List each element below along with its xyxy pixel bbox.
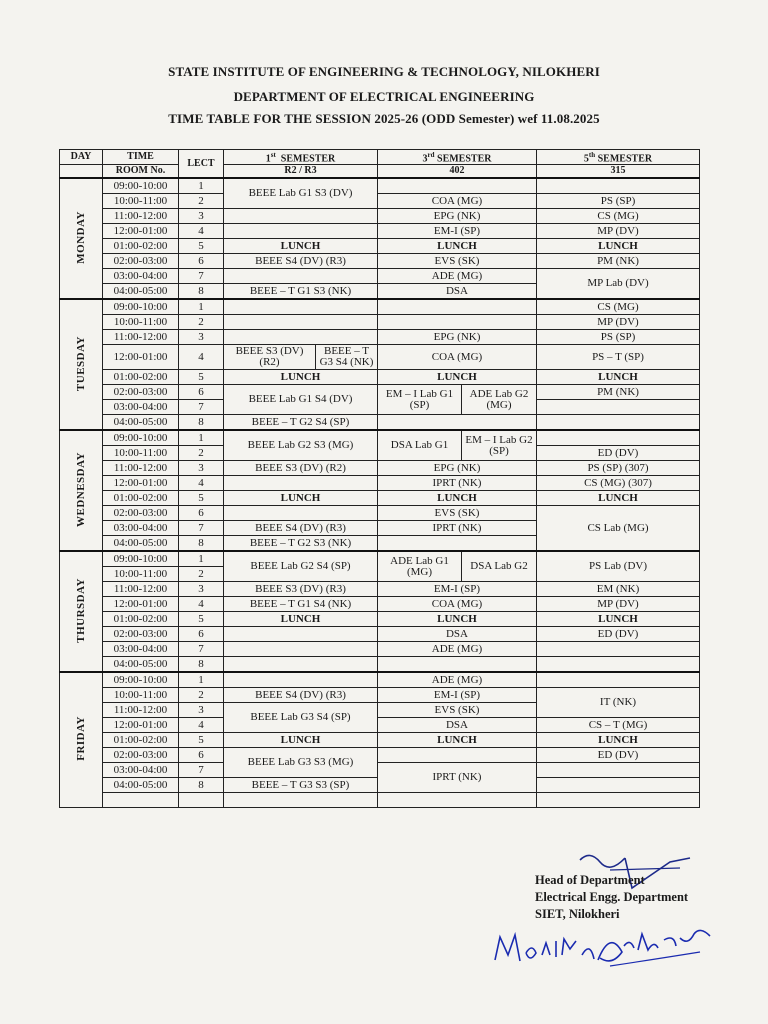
time-cell: 10:00-11:00 bbox=[103, 688, 179, 703]
lect-cell: 8 bbox=[179, 536, 224, 552]
wed-s3-l3: EPG (NK) bbox=[378, 461, 537, 476]
tue-s1-l4b: BEEE – T G3 S4 (NK) bbox=[316, 345, 378, 370]
thu-s1-l3: BEEE S3 (DV) (R3) bbox=[224, 582, 378, 597]
room-sem5: 315 bbox=[537, 165, 700, 179]
session-title: TIME TABLE FOR THE SESSION 2025-26 (ODD Semester) wef 11.08.2025 bbox=[168, 111, 600, 126]
lect-cell: 1 bbox=[179, 430, 224, 446]
institute-title: STATE INSTITUTE OF ENGINEERING & TECHNOLOGY, NILOKHERI bbox=[168, 64, 600, 79]
tue-s3-l4: COA (MG) bbox=[378, 345, 537, 370]
time-cell: 03:00-04:00 bbox=[103, 642, 179, 657]
lect-cell: 3 bbox=[179, 703, 224, 718]
time-cell: 01:00-02:00 bbox=[103, 370, 179, 385]
lunch-cell: LUNCH bbox=[378, 612, 537, 627]
thu-s3-l7: ADE (MG) bbox=[378, 642, 537, 657]
lect-cell: 3 bbox=[179, 461, 224, 476]
wed-s1-lab: BEEE Lab G2 S3 (MG) bbox=[224, 430, 378, 461]
lect-cell: 3 bbox=[179, 582, 224, 597]
col-room-header: ROOM No. bbox=[103, 165, 179, 179]
mon-s3-l6: EVS (SK) bbox=[378, 254, 537, 269]
thu-s1-lab: BEEE Lab G2 S4 (SP) bbox=[224, 551, 378, 582]
tue-s5-l6: PM (NK) bbox=[537, 385, 700, 400]
lect-cell: 6 bbox=[179, 627, 224, 642]
fri-s5-l4: CS – T (MG) bbox=[537, 718, 700, 733]
tue-s5-l3: PS (SP) bbox=[537, 330, 700, 345]
tue-s1-lab: BEEE Lab G1 S4 (DV) bbox=[224, 385, 378, 415]
lunch-cell: LUNCH bbox=[378, 491, 537, 506]
time-cell: 03:00-04:00 bbox=[103, 763, 179, 778]
time-cell: 12:00-01:00 bbox=[103, 345, 179, 370]
time-cell: 09:00-10:00 bbox=[103, 672, 179, 688]
lunch-cell: LUNCH bbox=[224, 491, 378, 506]
timetable bbox=[59, 149, 700, 808]
lunch-cell: LUNCH bbox=[537, 733, 700, 748]
lect-cell: 2 bbox=[179, 446, 224, 461]
signature-title: Head of Department bbox=[535, 873, 645, 887]
mon-s5-l2: PS (SP) bbox=[537, 194, 700, 209]
day-wednesday: WEDNESDAY bbox=[74, 451, 87, 527]
time-cell: 09:00-10:00 bbox=[103, 430, 179, 446]
lect-cell: 5 bbox=[179, 491, 224, 506]
mon-s3-l3: EPG (NK) bbox=[378, 209, 537, 224]
time-cell: 02:00-03:00 bbox=[103, 506, 179, 521]
fri-s3-l4: DSA bbox=[378, 718, 537, 733]
tue-s5-l4: PS – T (SP) bbox=[537, 345, 700, 370]
time-cell: 11:00-12:00 bbox=[103, 330, 179, 345]
tue-s5-l2: MP (DV) bbox=[537, 315, 700, 330]
time-cell: 12:00-01:00 bbox=[103, 597, 179, 612]
lect-cell: 4 bbox=[179, 597, 224, 612]
time-cell: 01:00-02:00 bbox=[103, 239, 179, 254]
room-sem1: R2 / R3 bbox=[224, 165, 378, 179]
lect-cell: 7 bbox=[179, 642, 224, 657]
thu-s3-labb: DSA Lab G2 bbox=[462, 551, 537, 582]
lect-cell: 1 bbox=[179, 672, 224, 688]
col-lect-header: LECT bbox=[179, 150, 224, 179]
lunch-cell: LUNCH bbox=[224, 370, 378, 385]
fri-s1-lab1: BEEE Lab G3 S4 (SP) bbox=[224, 703, 378, 733]
lect-cell: 8 bbox=[179, 415, 224, 431]
mon-s1-l6: BEEE S4 (DV) (R3) bbox=[224, 254, 378, 269]
room-sem3: 402 bbox=[378, 165, 537, 179]
fri-s3-l2: EM-I (SP) bbox=[378, 688, 537, 703]
sem5-header: 5th SEMESTER bbox=[537, 150, 700, 165]
signature-dept: Electrical Engg. Department bbox=[535, 890, 689, 904]
time-cell: 04:00-05:00 bbox=[103, 536, 179, 552]
thu-s1-l4: BEEE – T G1 S4 (NK) bbox=[224, 597, 378, 612]
time-cell: 03:00-04:00 bbox=[103, 400, 179, 415]
tue-s5-l1: CS (MG) bbox=[537, 299, 700, 315]
lect-cell: 7 bbox=[179, 763, 224, 778]
day-monday: MONDAY bbox=[74, 210, 87, 264]
time-cell: 02:00-03:00 bbox=[103, 748, 179, 763]
wed-s3-l6: EVS (SK) bbox=[378, 506, 537, 521]
time-cell: 11:00-12:00 bbox=[103, 703, 179, 718]
lect-cell: 8 bbox=[179, 284, 224, 300]
wed-s1-l3: BEEE S3 (DV) (R2) bbox=[224, 461, 378, 476]
fri-s3-l7: IPRT (NK) bbox=[378, 763, 537, 793]
time-cell: 09:00-10:00 bbox=[103, 299, 179, 315]
col-day-header: DAY bbox=[60, 150, 103, 165]
department-title: DEPARTMENT OF ELECTRICAL ENGINEERING bbox=[233, 89, 535, 104]
time-cell: 11:00-12:00 bbox=[103, 209, 179, 224]
fri-s5-l6: ED (DV) bbox=[537, 748, 700, 763]
lunch-cell: LUNCH bbox=[378, 733, 537, 748]
mon-s5-l4: MP (DV) bbox=[537, 224, 700, 239]
time-cell: 04:00-05:00 bbox=[103, 284, 179, 300]
time-cell: 01:00-02:00 bbox=[103, 733, 179, 748]
handwritten-signature-monika bbox=[490, 925, 600, 975]
mon-s5-l6: PM (NK) bbox=[537, 254, 700, 269]
fri-s3-l3: EVS (SK) bbox=[378, 703, 537, 718]
lect-cell: 5 bbox=[179, 370, 224, 385]
sem3-header: 3rd SEMESTER bbox=[378, 150, 537, 165]
lect-cell: 5 bbox=[179, 733, 224, 748]
lunch-cell: LUNCH bbox=[224, 239, 378, 254]
wed-s3-labb: EM – I Lab G2 (SP) bbox=[462, 430, 537, 461]
lect-cell: 2 bbox=[179, 688, 224, 703]
signature-institute: SIET, Nilokheri bbox=[535, 907, 620, 921]
time-cell: 11:00-12:00 bbox=[103, 461, 179, 476]
thu-s5-l4: MP (DV) bbox=[537, 597, 700, 612]
thu-s5-l6: ED (DV) bbox=[537, 627, 700, 642]
fri-s3-l1: ADE (MG) bbox=[378, 672, 537, 688]
lunch-cell: LUNCH bbox=[537, 612, 700, 627]
sem1-header: 1st SEMESTER bbox=[224, 150, 378, 165]
tue-s3-laba: EM – I Lab G1 (SP) bbox=[378, 385, 462, 415]
lect-cell: 6 bbox=[179, 385, 224, 400]
mon-s3-l8: DSA bbox=[378, 284, 537, 300]
lect-cell: 3 bbox=[179, 209, 224, 224]
thu-s3-l3: EM-I (SP) bbox=[378, 582, 537, 597]
time-cell: 03:00-04:00 bbox=[103, 269, 179, 284]
wed-s3-l4: IPRT (NK) bbox=[378, 476, 537, 491]
day-tuesday: TUESDAY bbox=[74, 335, 87, 391]
lect-cell: 7 bbox=[179, 269, 224, 284]
time-cell: 02:00-03:00 bbox=[103, 385, 179, 400]
thu-s3-l4: COA (MG) bbox=[378, 597, 537, 612]
fri-s5-l23: IT (NK) bbox=[537, 688, 700, 718]
mon-s5-l3: CS (MG) bbox=[537, 209, 700, 224]
wed-s5-l2: ED (DV) bbox=[537, 446, 700, 461]
mon-s1-l8: BEEE – T G1 S3 (NK) bbox=[224, 284, 378, 300]
fri-s1-lab2: BEEE Lab G3 S3 (MG) bbox=[224, 748, 378, 778]
lunch-cell: LUNCH bbox=[378, 370, 537, 385]
thu-s5-lab: PS Lab (DV) bbox=[537, 551, 700, 582]
time-cell: 09:00-10:00 bbox=[103, 551, 179, 567]
tue-s3-labb: ADE Lab G2 (MG) bbox=[462, 385, 537, 415]
lect-cell: 2 bbox=[179, 194, 224, 209]
lect-cell: 6 bbox=[179, 506, 224, 521]
time-cell: 04:00-05:00 bbox=[103, 657, 179, 673]
time-cell: 09:00-10:00 bbox=[103, 178, 179, 194]
time-cell: 10:00-11:00 bbox=[103, 446, 179, 461]
time-cell: 10:00-11:00 bbox=[103, 567, 179, 582]
wed-s1-l7: BEEE S4 (DV) (R3) bbox=[224, 521, 378, 536]
tue-s1-l8: BEEE – T G2 S4 (SP) bbox=[224, 415, 378, 431]
time-cell: 01:00-02:00 bbox=[103, 612, 179, 627]
fri-s1-l8: BEEE – T G3 S3 (SP) bbox=[224, 778, 378, 793]
time-cell: 12:00-01:00 bbox=[103, 718, 179, 733]
tue-s1-l4a: BEEE S3 (DV) (R2) bbox=[224, 345, 316, 370]
lect-cell: 5 bbox=[179, 239, 224, 254]
thu-s5-l3: EM (NK) bbox=[537, 582, 700, 597]
lect-cell: 6 bbox=[179, 254, 224, 269]
lect-cell: 1 bbox=[179, 299, 224, 315]
wed-s1-l8: BEEE – T G2 S3 (NK) bbox=[224, 536, 378, 552]
lect-cell: 2 bbox=[179, 315, 224, 330]
tue-s3-l3: EPG (NK) bbox=[378, 330, 537, 345]
time-cell: 12:00-01:00 bbox=[103, 476, 179, 491]
mon-s3-l2: COA (MG) bbox=[378, 194, 537, 209]
wed-s3-l7: IPRT (NK) bbox=[378, 521, 537, 536]
time-cell: 01:00-02:00 bbox=[103, 491, 179, 506]
lunch-cell: LUNCH bbox=[537, 491, 700, 506]
time-cell: 10:00-11:00 bbox=[103, 315, 179, 330]
lect-cell: 7 bbox=[179, 400, 224, 415]
lect-cell: 8 bbox=[179, 657, 224, 673]
time-cell: 10:00-11:00 bbox=[103, 194, 179, 209]
mon-s3-l4: EM-I (SP) bbox=[378, 224, 537, 239]
lect-cell: 4 bbox=[179, 345, 224, 370]
lect-cell: 4 bbox=[179, 476, 224, 491]
lect-cell: 8 bbox=[179, 778, 224, 793]
time-cell: 02:00-03:00 bbox=[103, 254, 179, 269]
wed-s5-l3: PS (SP) (307) bbox=[537, 461, 700, 476]
wed-s5-lab: CS Lab (MG) bbox=[537, 506, 700, 552]
day-thursday: THURSDAY bbox=[74, 577, 87, 643]
thu-s3-laba: ADE Lab G1 (MG) bbox=[378, 551, 462, 582]
fri-s1-l2: BEEE S4 (DV) (R3) bbox=[224, 688, 378, 703]
time-cell: 03:00-04:00 bbox=[103, 521, 179, 536]
lect-cell: 1 bbox=[179, 551, 224, 567]
time-cell: 02:00-03:00 bbox=[103, 627, 179, 642]
lect-cell: 6 bbox=[179, 748, 224, 763]
lect-cell: 3 bbox=[179, 330, 224, 345]
time-cell: 04:00-05:00 bbox=[103, 415, 179, 431]
day-friday: FRIDAY bbox=[74, 716, 87, 762]
mon-s3-l7: ADE (MG) bbox=[378, 269, 537, 284]
lect-cell: 4 bbox=[179, 718, 224, 733]
lect-cell: 1 bbox=[179, 178, 224, 194]
col-time-header: TIME bbox=[103, 150, 179, 165]
lect-cell: 5 bbox=[179, 612, 224, 627]
time-cell: 11:00-12:00 bbox=[103, 582, 179, 597]
mon-s5-lab: MP Lab (DV) bbox=[537, 269, 700, 300]
time-cell: 12:00-01:00 bbox=[103, 224, 179, 239]
lunch-cell: LUNCH bbox=[224, 733, 378, 748]
lunch-cell: LUNCH bbox=[537, 370, 700, 385]
time-cell: 04:00-05:00 bbox=[103, 778, 179, 793]
wed-s5-l4: CS (MG) (307) bbox=[537, 476, 700, 491]
lect-cell: 4 bbox=[179, 224, 224, 239]
lunch-cell: LUNCH bbox=[378, 239, 537, 254]
lect-cell: 7 bbox=[179, 521, 224, 536]
lunch-cell: LUNCH bbox=[224, 612, 378, 627]
handwritten-signature-deepak bbox=[590, 920, 720, 975]
wed-s3-laba: DSA Lab G1 bbox=[378, 430, 462, 461]
mon-s1-lab: BEEE Lab G1 S3 (DV) bbox=[224, 178, 378, 209]
lect-cell: 2 bbox=[179, 567, 224, 582]
thu-s3-l6: DSA bbox=[378, 627, 537, 642]
lunch-cell: LUNCH bbox=[537, 239, 700, 254]
